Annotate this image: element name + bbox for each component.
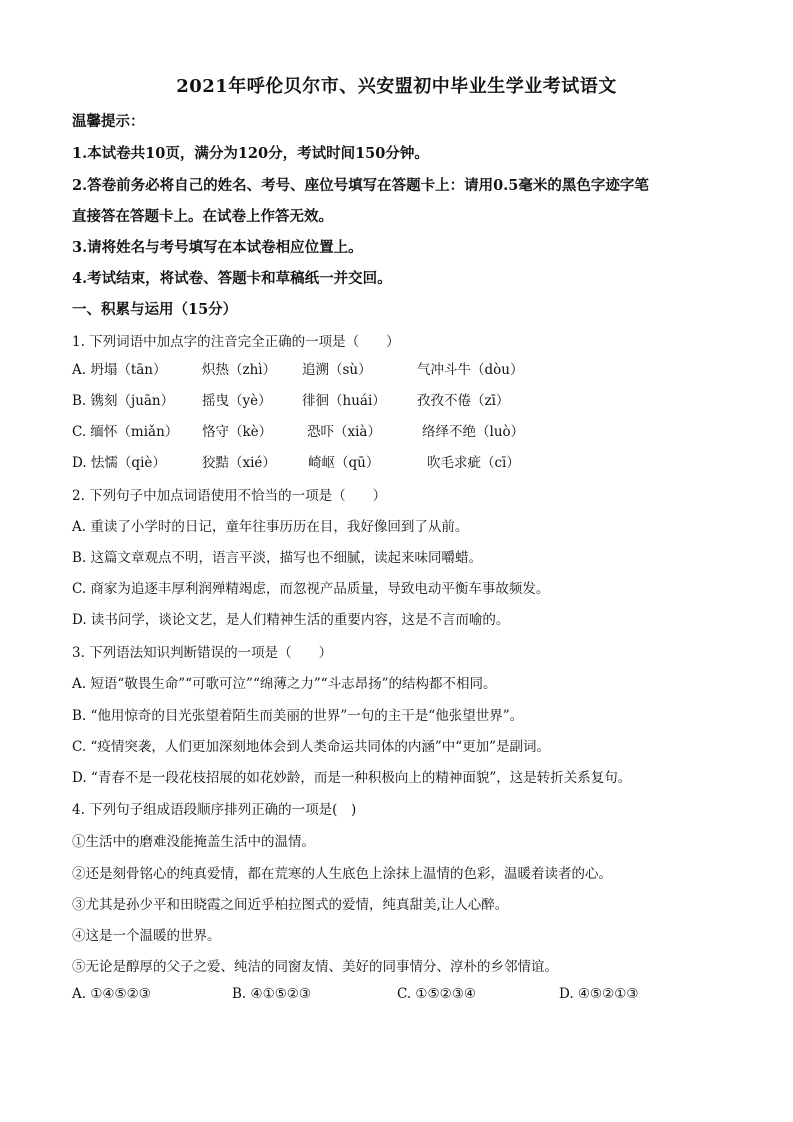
q4-choice-d: D. ④⑤②①③ bbox=[559, 986, 639, 1002]
q1-d-2: 狡黠（xié） bbox=[202, 455, 276, 471]
notice-heading: 温馨提示： bbox=[72, 113, 145, 130]
q1-b-1: B. 镌刻（juān） bbox=[72, 393, 175, 409]
q1-b-2: 摇曳（yè） bbox=[202, 393, 272, 409]
q3-option-c: C. “疫情突袭，人们更加深刻地体会到人类命运共同体的内涵”中“更加”是副词。 bbox=[72, 739, 551, 755]
q4-sentence-5: ⑤无论是醇厚的父子之爱、纯洁的同窗友情、美好的同事情分、淳朴的乡邻情谊。 bbox=[72, 959, 558, 975]
section-1-heading: 一、积累与运用（15分） bbox=[72, 301, 238, 318]
exam-title: 2021年呼伦贝尔市、兴安盟初中毕业生学业考试语文 bbox=[176, 76, 617, 97]
q1-d-4: 吹毛求疵（cī） bbox=[427, 455, 520, 471]
q2-option-c: C. 商家为追逐丰厚利润殚精竭虑，而忽视产品质量，导致电动平衡车事故频发。 bbox=[72, 581, 550, 597]
q4-sentence-2: ②还是刻骨铭心的纯真爱情，都在荒寒的人生底色上涂抹上温情的色彩，温暖着读者的心。 bbox=[72, 866, 612, 882]
q3-option-d: D. “青春不是一段花枝招展的如花妙龄，而是一种积极向上的精神面貌”，这是转折关系复句。 bbox=[72, 770, 632, 786]
q3-option-a: A. 短语“敬畏生命”“可歌可泣”“绵薄之力”“斗志昂扬”的结构都不相同。 bbox=[72, 676, 497, 692]
q1-b-3: 徘徊（huái） bbox=[302, 393, 386, 409]
notice-item-4: 4.考试结束，将试卷、答题卡和草稿纸一并交回。 bbox=[72, 270, 392, 287]
q1-c-4: 络绎不绝（luò） bbox=[422, 424, 525, 440]
q1-c-3: 恐吓（xià） bbox=[307, 424, 381, 440]
notice-item-2: 2.答卷前务必将自己的姓名、考号、座位号填写在答题卡上：请用0.5毫米的黑色字迹字笔 bbox=[72, 177, 649, 194]
notice-item-3: 3.请将姓名与考号填写在本试卷相应位置上。 bbox=[72, 239, 363, 256]
q1-a-2: 炽热（zhì） bbox=[202, 362, 277, 378]
notice-item-1: 1.本试卷共10页，满分为120分，考试时间150分钟。 bbox=[72, 145, 429, 162]
q1-d-3: 崎岖（qū） bbox=[308, 455, 380, 471]
q1-stem: 1. 下列词语中加点字的注音完全正确的一项是（ ） bbox=[72, 334, 400, 350]
q1-c-2: 恪守（kè） bbox=[202, 424, 273, 440]
q4-choice-b: B. ④①⑤②③ bbox=[232, 986, 312, 1002]
q1-a-4: 气冲斗牛（dòu） bbox=[417, 362, 524, 378]
q4-stem: 4. 下列句子组成语段顺序排列正确的一项是( ) bbox=[72, 802, 357, 818]
q2-option-a: A. 重读了小学时的日记，童年往事历历在目，我好像回到了从前。 bbox=[72, 519, 469, 535]
q3-stem: 3. 下列语法知识判断错误的一项是（ ） bbox=[72, 645, 333, 661]
q1-b-4: 孜孜不倦（zī） bbox=[417, 393, 510, 409]
q4-sentence-3: ③尤其是孙少平和田晓霞之间近乎柏拉图式的爱情，纯真甜美,让人心醉。 bbox=[72, 897, 509, 913]
q1-c-1: C. 缅怀（miǎn） bbox=[72, 424, 179, 440]
q2-option-d: D. 读书问学，谈论文艺，是人们精神生活的重要内容，这是不言而喻的。 bbox=[72, 612, 510, 628]
notice-item-2-cont: 直接答在答题卡上。在试卷上作答无效。 bbox=[72, 208, 333, 225]
q3-option-b: B. “他用惊奇的目光张望着陌生而美丽的世界”一句的主干是“他张望世界”。 bbox=[72, 708, 524, 724]
q1-a-1: A. 坍塌（tān） bbox=[72, 362, 167, 378]
q4-choice-c: C. ①⑤②③④ bbox=[397, 986, 476, 1002]
q4-choice-a: A. ①④⑤②③ bbox=[72, 986, 151, 1002]
q2-stem: 2. 下列句子中加点词语使用不恰当的一项是（ ） bbox=[72, 488, 387, 504]
q2-option-b: B. 这篇文章观点不明，语言平淡，描写也不细腻，读起来味同嚼蜡。 bbox=[72, 550, 483, 566]
q4-sentence-4: ④这是一个温暖的世界。 bbox=[72, 928, 221, 944]
q1-d-1: D. 怯懦（qiè） bbox=[72, 455, 166, 471]
q4-sentence-1: ①生活中的磨难没能掩盖生活中的温情。 bbox=[72, 834, 315, 850]
q1-a-3: 追溯（sù） bbox=[302, 362, 372, 378]
